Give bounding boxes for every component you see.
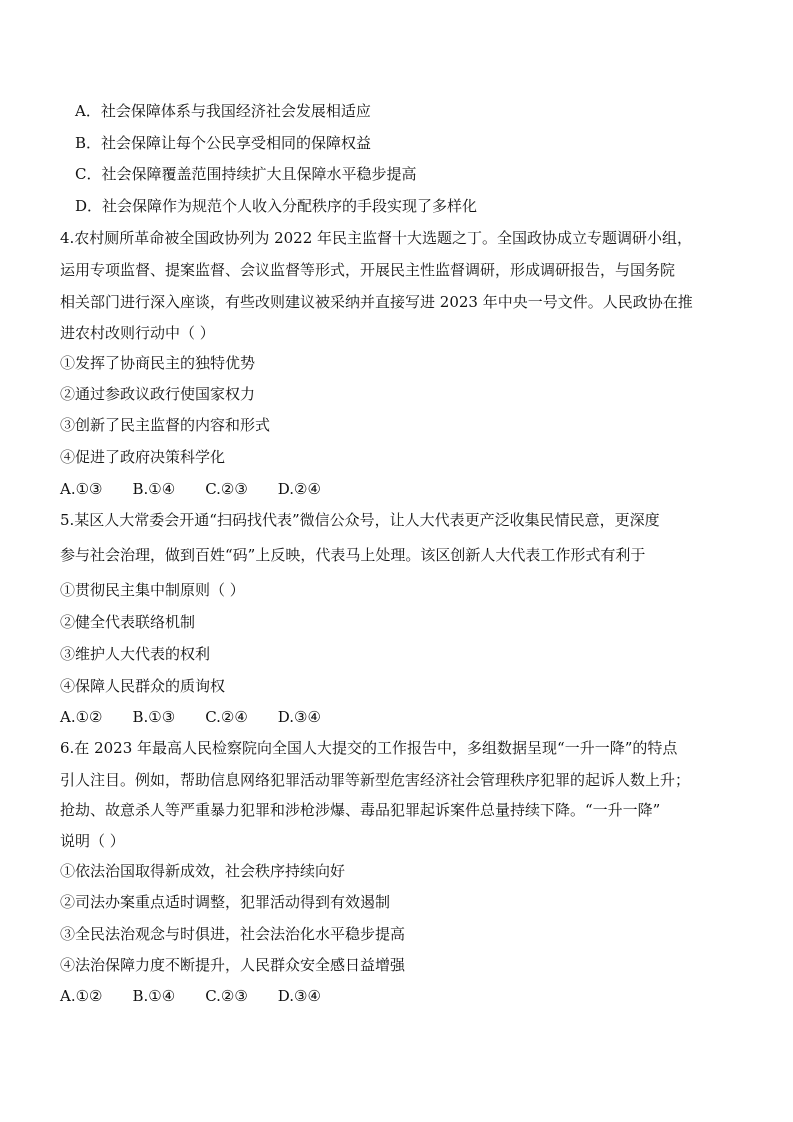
q4-stem-line: 相关部门进行深入座谈，有些改则建议被采纳并直接写进 2023 年中央一号文件。人民政协在推: [60, 293, 693, 311]
q6-item-4: ④法治保障力度不断提升，人民群众安全感日益增强: [60, 956, 406, 974]
q4-item-4: ④促进了政府决策科学化: [60, 448, 226, 466]
q6-stem-line: 6.在 2023 年最高人民检察院向全国人大提交的工作报告中，多组数据呈现“一升一降”的特点: [60, 739, 678, 757]
q5-choice-d: D.③④: [277, 708, 321, 726]
q4-answer-choices: [60, 479, 321, 499]
q5-stem-line: 5.某区人大常委会开通“扫码找代表”微信公众号，让人大代表更产泛收集民情民意，更深度: [60, 511, 660, 529]
q4-choice-b: B.①④: [132, 480, 176, 498]
q4-stem-line: 4.农村厕所革命被全国政协列为 2022 年民主监督十大选题之丁。全国政协成立专题调研小组，: [60, 229, 693, 247]
q5-item-4: ④保障人民群众的质询权: [60, 677, 226, 695]
q3-option-b: B．社会保障让每个公民享受相同的保障权益: [75, 134, 372, 152]
q6-choice-d: D.③④: [277, 987, 321, 1005]
q5-answer-choices: [60, 707, 321, 727]
q6-stem-line: 引人注目。例如，帮助信息网络犯罪活动罪等新型危害经济社会管理秩序犯罪的起诉人数上升；: [60, 771, 691, 789]
q5-choice-c: C.②④: [205, 708, 248, 726]
q6-item-1: ①依法治国取得新成效，社会秩序持续向好: [60, 862, 346, 880]
q4-item-1: ①发挥了协商民主的独特优势: [60, 354, 256, 372]
q3-option-a: A．社会保障体系与我国经济社会发展相适应: [75, 102, 371, 120]
q6-choice-a: A.①②: [60, 987, 103, 1005]
q4-stem-line: 运用专项监督、提案监督、会议监督等形式，开展民主性监督调研，形成调研报告，与国务院: [60, 261, 676, 279]
q6-item-3: ③全民法治观念与时俱进，社会法治化水平稳步提高: [60, 925, 406, 943]
q5-stem-line: 参与社会治理，做到百姓“码”上反映，代表马上处理。该区创新人大代表工作形式有利于: [60, 546, 646, 564]
q6-stem-line: 说明（ ）: [60, 832, 125, 850]
q4-stem-line: 进农村改则行动中（ ）: [60, 324, 215, 342]
q6-choice-c: C.②③: [205, 987, 248, 1005]
q4-choice-a: A.①③: [60, 480, 103, 498]
q4-choice-d: D.②④: [277, 480, 321, 498]
q3-option-c: C．社会保障覆盖范围持续扩大且保障水平稳步提高: [75, 165, 417, 183]
q6-stem-line: 抢劫、故意杀人等严重暴力犯罪和涉枪涉爆、毒品犯罪起诉案件总量持续下降。“一升一降”: [60, 801, 661, 819]
q4-choice-c: C.②③: [205, 480, 248, 498]
q5-choice-b: B.①③: [132, 708, 176, 726]
q6-item-2: ②司法办案重点适时调整，犯罪活动得到有效遏制: [60, 893, 391, 911]
q5-item-1: ①贯彻民主集中制原则（ ）: [60, 581, 245, 599]
q6-choice-b: B.①④: [132, 987, 176, 1005]
q6-answer-choices: [60, 986, 321, 1006]
q5-item-2: ②健全代表联络机制: [60, 613, 196, 631]
q3-option-d: D．社会保障作为规范个人收入分配秩序的手段实现了多样化: [75, 197, 478, 215]
q5-choice-a: A.①②: [60, 708, 103, 726]
q5-item-3: ③维护人大代表的权利: [60, 645, 211, 663]
q4-item-3: ③创新了民主监督的内容和形式: [60, 416, 271, 434]
q4-item-2: ②通过参政议政行使国家权力: [60, 385, 256, 403]
